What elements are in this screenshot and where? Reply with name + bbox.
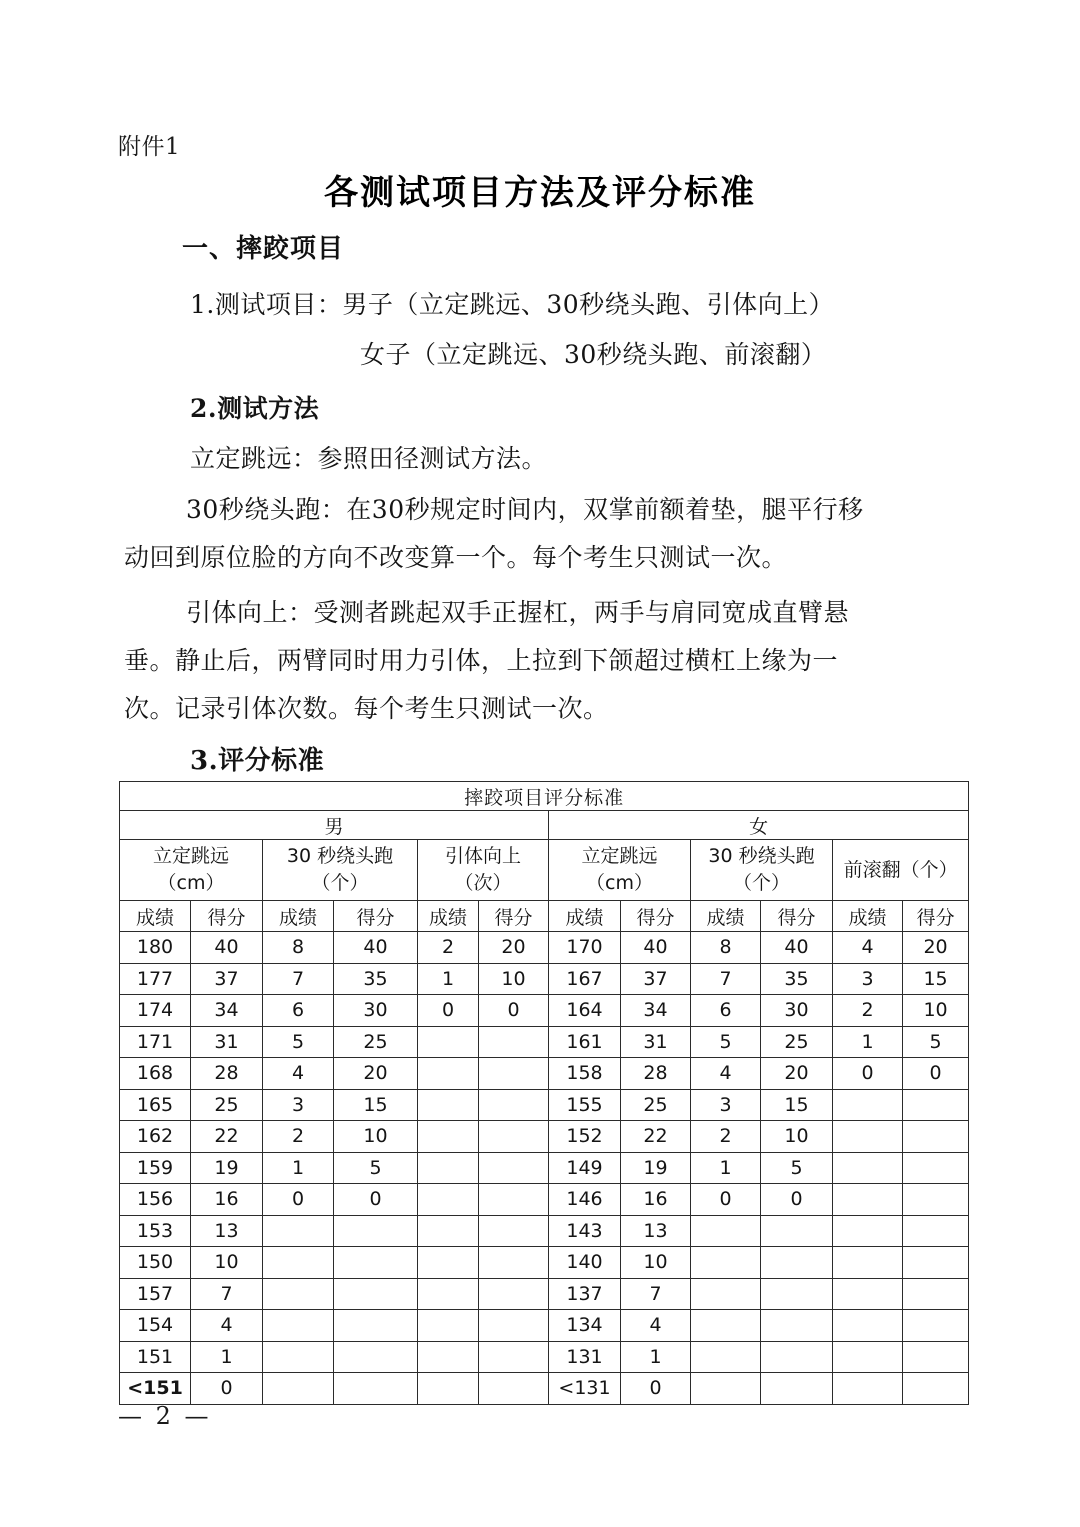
paragraph-run30-line1: 30秒绕头跑：在30秒规定时间内，双掌前额着垫，腿平行移 — [186, 495, 864, 524]
cell-r2-c1: 177 — [120, 963, 191, 995]
cell-r8-c7: 149 — [549, 1152, 621, 1184]
cell-r12-c3 — [263, 1278, 334, 1310]
cell-r9-c11 — [833, 1184, 903, 1216]
cell-r7-c4: 10 — [334, 1121, 418, 1153]
cell-r10-c11 — [833, 1215, 903, 1247]
table-subheader-row — [120, 901, 969, 932]
cell-r6-c7: 155 — [549, 1089, 621, 1121]
paragraph-test-items-female: 女子（立定跳远、30秒绕头跑、前滚翻） — [360, 340, 827, 369]
cell-r1-c5: 2 — [418, 932, 479, 964]
cell-r10-c2: 13 — [191, 1215, 263, 1247]
cell-r5-c9: 4 — [691, 1058, 761, 1090]
cell-r6-c8: 25 — [621, 1089, 691, 1121]
cell-r6-c1: 165 — [120, 1089, 191, 1121]
cell-r8-c10: 5 — [761, 1152, 833, 1184]
subheader-cell-1: 成绩 — [120, 901, 191, 932]
cell-r8-c1: 159 — [120, 1152, 191, 1184]
paragraph-method-heading: 2.测试方法 — [190, 394, 320, 423]
table-row — [120, 1310, 969, 1342]
cell-r11-c1: 150 — [120, 1247, 191, 1279]
cell-r9-c6 — [479, 1184, 549, 1216]
cell-r5-c7: 158 — [549, 1058, 621, 1090]
cell-r9-c9: 0 — [691, 1184, 761, 1216]
table-row — [120, 1184, 969, 1216]
cell-r4-c1: 171 — [120, 1026, 191, 1058]
cell-r11-c5 — [418, 1247, 479, 1279]
cell-r9-c7: 146 — [549, 1184, 621, 1216]
cell-r7-c3: 2 — [263, 1121, 334, 1153]
cell-r14-c10 — [761, 1341, 833, 1373]
cell-r11-c8: 10 — [621, 1247, 691, 1279]
table-row — [120, 1121, 969, 1153]
cell-r9-c8: 16 — [621, 1184, 691, 1216]
event-unit: （cm） — [157, 872, 225, 894]
cell-r6-c4: 15 — [334, 1089, 418, 1121]
page-title: 各测试项目方法及评分标准 — [324, 173, 756, 213]
paragraph-pullup-line2: 垂。静止后，两臂同时用力引体，上拉到下颌超过横杠上缘为一 — [124, 646, 839, 675]
cell-r3-c1: 174 — [120, 995, 191, 1027]
subheader-cell-5: 成绩 — [418, 901, 479, 932]
cell-r7-c1: 162 — [120, 1121, 191, 1153]
cell-r9-c2: 16 — [191, 1184, 263, 1216]
cell-r14-c7: 131 — [549, 1341, 621, 1373]
cell-r12-c10 — [761, 1278, 833, 1310]
event-name: 30 秒绕头跑 — [708, 845, 815, 867]
cell-r14-c6 — [479, 1341, 549, 1373]
cell-r14-c9 — [691, 1341, 761, 1373]
table-row — [120, 1058, 969, 1090]
cell-r15-c2: 0 — [191, 1373, 263, 1405]
cell-r2-c7: 167 — [549, 963, 621, 995]
cell-r7-c12 — [903, 1121, 969, 1153]
paragraph-standing-jump: 立定跳远：参照田径测试方法。 — [190, 444, 548, 473]
cell-r15-c6 — [479, 1373, 549, 1405]
cell-r14-c5 — [418, 1341, 479, 1373]
table-row — [120, 1341, 969, 1373]
paragraph-pullup-line3: 次。记录引体次数。每个考生只测试一次。 — [124, 694, 609, 723]
cell-r5-c6 — [479, 1058, 549, 1090]
cell-r8-c12 — [903, 1152, 969, 1184]
cell-r13-c10 — [761, 1310, 833, 1342]
table-row — [120, 1373, 969, 1405]
cell-r8-c8: 19 — [621, 1152, 691, 1184]
event-name: 立定跳远 — [581, 845, 658, 867]
subheader-cell-11: 成绩 — [833, 901, 903, 932]
table-gender-row — [120, 811, 969, 840]
table-row — [120, 932, 969, 964]
event-unit: （cm） — [586, 872, 653, 894]
cell-r4-c8: 31 — [621, 1026, 691, 1058]
cell-r2-c12: 15 — [903, 963, 969, 995]
cell-r6-c2: 25 — [191, 1089, 263, 1121]
cell-r3-c11: 2 — [833, 995, 903, 1027]
cell-r9-c3: 0 — [263, 1184, 334, 1216]
cell-r7-c5 — [418, 1121, 479, 1153]
cell-r10-c7: 143 — [549, 1215, 621, 1247]
event-header-3 — [418, 840, 549, 901]
cell-r7-c9: 2 — [691, 1121, 761, 1153]
cell-r4-c3: 5 — [263, 1026, 334, 1058]
cell-r10-c4 — [334, 1215, 418, 1247]
attachment-label: 附件1 — [118, 134, 181, 160]
cell-r13-c12 — [903, 1310, 969, 1342]
table-row — [120, 995, 969, 1027]
subheader-cell-8: 得分 — [621, 901, 691, 932]
cell-r5-c10: 20 — [761, 1058, 833, 1090]
event-header-1 — [120, 840, 263, 901]
cell-r1-c7: 170 — [549, 932, 621, 964]
subheader-cell-6: 得分 — [479, 901, 549, 932]
cell-r8-c4: 5 — [334, 1152, 418, 1184]
cell-r5-c8: 28 — [621, 1058, 691, 1090]
cell-r10-c8: 13 — [621, 1215, 691, 1247]
event-header-5 — [691, 840, 833, 901]
cell-r8-c3: 1 — [263, 1152, 334, 1184]
event-name: 30 秒绕头跑 — [286, 845, 394, 867]
cell-r1-c11: 4 — [833, 932, 903, 964]
cell-r15-c11 — [833, 1373, 903, 1405]
cell-r2-c10: 35 — [761, 963, 833, 995]
cell-r4-c12: 5 — [903, 1026, 969, 1058]
cell-r14-c8: 1 — [621, 1341, 691, 1373]
cell-r4-c5 — [418, 1026, 479, 1058]
cell-r11-c11 — [833, 1247, 903, 1279]
section-heading: 一、摔跤项目 — [182, 234, 345, 264]
cell-r6-c3: 3 — [263, 1089, 334, 1121]
cell-r2-c5: 1 — [418, 963, 479, 995]
table-row — [120, 1247, 969, 1279]
cell-r11-c12 — [903, 1247, 969, 1279]
cell-r13-c6 — [479, 1310, 549, 1342]
cell-r11-c10 — [761, 1247, 833, 1279]
subheader-cell-10: 得分 — [761, 901, 833, 932]
cell-r2-c4: 35 — [334, 963, 418, 995]
cell-r4-c9: 5 — [691, 1026, 761, 1058]
cell-r11-c9 — [691, 1247, 761, 1279]
event-unit: （个） — [732, 872, 790, 894]
event-header-2 — [263, 840, 418, 901]
subheader-cell-2: 得分 — [191, 901, 263, 932]
table-row — [120, 1089, 969, 1121]
cell-r15-c5 — [418, 1373, 479, 1405]
cell-r3-c3: 6 — [263, 995, 334, 1027]
cell-r13-c8: 4 — [621, 1310, 691, 1342]
cell-r1-c4: 40 — [334, 932, 418, 964]
cell-r15-c9 — [691, 1373, 761, 1405]
cell-r2-c6: 10 — [479, 963, 549, 995]
cell-r12-c12 — [903, 1278, 969, 1310]
subheader-cell-12: 得分 — [903, 901, 969, 932]
cell-r7-c6 — [479, 1121, 549, 1153]
cell-r4-c7: 161 — [549, 1026, 621, 1058]
cell-r14-c11 — [833, 1341, 903, 1373]
paragraph-test-items-male: 1.测试项目：男子（立定跳远、30秒绕头跑、引体向上） — [190, 290, 835, 319]
cell-r14-c3 — [263, 1341, 334, 1373]
cell-r7-c8: 22 — [621, 1121, 691, 1153]
table-row — [120, 1215, 969, 1247]
cell-r1-c3: 8 — [263, 932, 334, 964]
cell-r3-c9: 6 — [691, 995, 761, 1027]
paragraph-pullup-line1: 引体向上：受测者跳起双手正握杠，两手与肩同宽成直臂悬 — [186, 598, 850, 627]
cell-r9-c1: 156 — [120, 1184, 191, 1216]
cell-r13-c5 — [418, 1310, 479, 1342]
cell-r6-c5 — [418, 1089, 479, 1121]
cell-r10-c10 — [761, 1215, 833, 1247]
cell-r2-c8: 37 — [621, 963, 691, 995]
cell-r10-c9 — [691, 1215, 761, 1247]
cell-r13-c3 — [263, 1310, 334, 1342]
event-header-6 — [833, 840, 969, 901]
cell-r8-c2: 19 — [191, 1152, 263, 1184]
cell-r2-c2: 37 — [191, 963, 263, 995]
cell-r9-c5 — [418, 1184, 479, 1216]
cell-r5-c4: 20 — [334, 1058, 418, 1090]
cell-r14-c1: 151 — [120, 1341, 191, 1373]
subheader-cell-4: 得分 — [334, 901, 418, 932]
event-unit: （次） — [454, 872, 512, 894]
cell-r12-c6 — [479, 1278, 549, 1310]
cell-r4-c11: 1 — [833, 1026, 903, 1058]
table-row — [120, 1278, 969, 1310]
cell-r15-c3 — [263, 1373, 334, 1405]
table-caption-cell: 摔跤项目评分标准 — [120, 782, 969, 811]
cell-r4-c10: 25 — [761, 1026, 833, 1058]
cell-r13-c7: 134 — [549, 1310, 621, 1342]
cell-r15-c4 — [334, 1373, 418, 1405]
cell-r4-c2: 31 — [191, 1026, 263, 1058]
cell-r3-c4: 30 — [334, 995, 418, 1027]
cell-r4-c6 — [479, 1026, 549, 1058]
cell-r1-c10: 40 — [761, 932, 833, 964]
cell-r3-c12: 10 — [903, 995, 969, 1027]
cell-r3-c8: 34 — [621, 995, 691, 1027]
cell-r1-c8: 40 — [621, 932, 691, 964]
cell-r12-c1: 157 — [120, 1278, 191, 1310]
cell-r6-c10: 15 — [761, 1089, 833, 1121]
cell-r1-c2: 40 — [191, 932, 263, 964]
cell-r12-c11 — [833, 1278, 903, 1310]
cell-r13-c2: 4 — [191, 1310, 263, 1342]
table-event-row — [120, 840, 969, 901]
cell-r8-c5 — [418, 1152, 479, 1184]
cell-r10-c1: 153 — [120, 1215, 191, 1247]
cell-r3-c2: 34 — [191, 995, 263, 1027]
table-row — [120, 963, 969, 995]
cell-r2-c11: 3 — [833, 963, 903, 995]
cell-r10-c3 — [263, 1215, 334, 1247]
cell-r14-c4 — [334, 1341, 418, 1373]
paragraph-score-heading: 3.评分标准 — [190, 746, 325, 776]
cell-r15-c12 — [903, 1373, 969, 1405]
table-caption-row — [120, 782, 969, 811]
cell-r12-c8: 7 — [621, 1278, 691, 1310]
cell-r6-c11 — [833, 1089, 903, 1121]
cell-r12-c5 — [418, 1278, 479, 1310]
cell-r4-c4: 25 — [334, 1026, 418, 1058]
event-name: 引体向上 — [444, 845, 521, 867]
cell-r1-c12: 20 — [903, 932, 969, 964]
cell-r15-c10 — [761, 1373, 833, 1405]
event-name: 前滚翻（个） — [843, 858, 958, 881]
cell-r11-c2: 10 — [191, 1247, 263, 1279]
cell-r11-c7: 140 — [549, 1247, 621, 1279]
cell-r1-c6: 20 — [479, 932, 549, 964]
cell-r3-c6: 0 — [479, 995, 549, 1027]
cell-r10-c12 — [903, 1215, 969, 1247]
cell-r15-c1: <151 — [120, 1373, 191, 1405]
cell-r5-c12: 0 — [903, 1058, 969, 1090]
cell-r7-c2: 22 — [191, 1121, 263, 1153]
cell-r12-c7: 137 — [549, 1278, 621, 1310]
subheader-cell-7: 成绩 — [549, 901, 621, 932]
cell-r2-c3: 7 — [263, 963, 334, 995]
cell-r11-c4 — [334, 1247, 418, 1279]
cell-r3-c10: 30 — [761, 995, 833, 1027]
cell-r5-c1: 168 — [120, 1058, 191, 1090]
cell-r10-c5 — [418, 1215, 479, 1247]
table-row — [120, 1026, 969, 1058]
cell-r9-c10: 0 — [761, 1184, 833, 1216]
cell-r14-c2: 1 — [191, 1341, 263, 1373]
cell-r10-c6 — [479, 1215, 549, 1247]
cell-r12-c9 — [691, 1278, 761, 1310]
cell-r6-c9: 3 — [691, 1089, 761, 1121]
cell-r14-c12 — [903, 1341, 969, 1373]
table-row — [120, 1152, 969, 1184]
cell-r7-c10: 10 — [761, 1121, 833, 1153]
cell-r5-c11: 0 — [833, 1058, 903, 1090]
cell-r3-c5: 0 — [418, 995, 479, 1027]
cell-r3-c7: 164 — [549, 995, 621, 1027]
paragraph-run30-line2: 动回到原位脸的方向不改变算一个。每个考生只测试一次。 — [124, 543, 788, 572]
cell-r5-c3: 4 — [263, 1058, 334, 1090]
cell-r5-c2: 28 — [191, 1058, 263, 1090]
event-header-4 — [549, 840, 691, 901]
cell-r2-c9: 7 — [691, 963, 761, 995]
cell-r13-c4 — [334, 1310, 418, 1342]
cell-r1-c1: 180 — [120, 932, 191, 964]
cell-r13-c9 — [691, 1310, 761, 1342]
cell-r9-c12 — [903, 1184, 969, 1216]
cell-r8-c6 — [479, 1152, 549, 1184]
event-name: 立定跳远 — [152, 845, 229, 867]
scoring-standard-table — [119, 781, 969, 1405]
cell-r6-c6 — [479, 1089, 549, 1121]
cell-r1-c9: 8 — [691, 932, 761, 964]
page-footer: — 2 — — [118, 1402, 212, 1430]
gender-header-female: 女 — [549, 811, 969, 840]
cell-r7-c7: 152 — [549, 1121, 621, 1153]
cell-r13-c1: 154 — [120, 1310, 191, 1342]
cell-r13-c11 — [833, 1310, 903, 1342]
cell-r6-c12 — [903, 1089, 969, 1121]
subheader-cell-9: 成绩 — [691, 901, 761, 932]
cell-r12-c4 — [334, 1278, 418, 1310]
subheader-cell-3: 成绩 — [263, 901, 334, 932]
cell-r5-c5 — [418, 1058, 479, 1090]
cell-r15-c7: <131 — [549, 1373, 621, 1405]
cell-r12-c2: 7 — [191, 1278, 263, 1310]
cell-r9-c4: 0 — [334, 1184, 418, 1216]
cell-r11-c3 — [263, 1247, 334, 1279]
cell-r8-c9: 1 — [691, 1152, 761, 1184]
gender-header-male: 男 — [120, 811, 549, 840]
cell-r8-c11 — [833, 1152, 903, 1184]
event-unit: （个） — [311, 872, 369, 894]
cell-r7-c11 — [833, 1121, 903, 1153]
cell-r11-c6 — [479, 1247, 549, 1279]
cell-r15-c8: 0 — [621, 1373, 691, 1405]
